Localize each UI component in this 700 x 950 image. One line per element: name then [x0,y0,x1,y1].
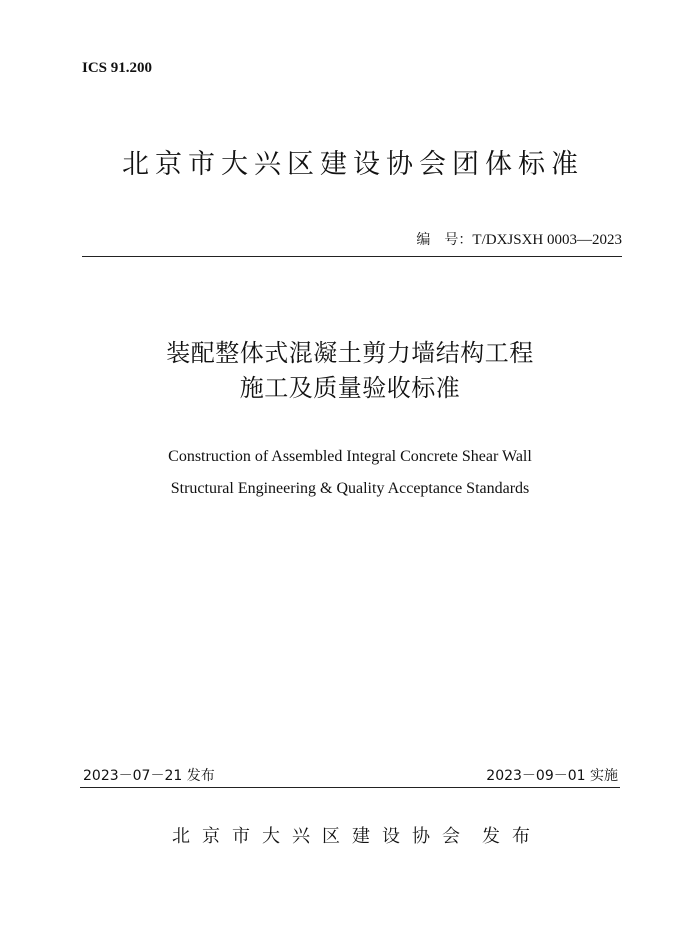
organization-title: 北京市大兴区建设协会团体标准 [122,149,584,180]
ics-code: ICS 91.200 [82,60,153,76]
publisher-name: 北京市大兴区建设协会 [172,826,472,847]
document-title-cn-line2: 施工及质量验收标准 [239,374,461,402]
issue-date: 2023－07－21 发布 [83,768,215,784]
standard-number [416,229,622,249]
top-divider [82,256,622,257]
implementation-date: 2023－09－01 实施 [486,768,618,784]
standard-number-value: T/DXJSXH 0003—2023 [472,232,622,248]
document-title-en-line1: Construction of Assembled Integral Concrete Shear Wall [168,448,532,465]
document-title-cn-line1: 装配整体式混凝土剪力墙结构工程 [166,339,534,367]
bottom-divider [80,787,620,788]
standard-number-label: 编 号： [416,232,473,248]
document-title-en-line2: Structural Engineering & Quality Acceptance Standards [170,480,530,497]
publish-label: 发布 [482,826,542,847]
